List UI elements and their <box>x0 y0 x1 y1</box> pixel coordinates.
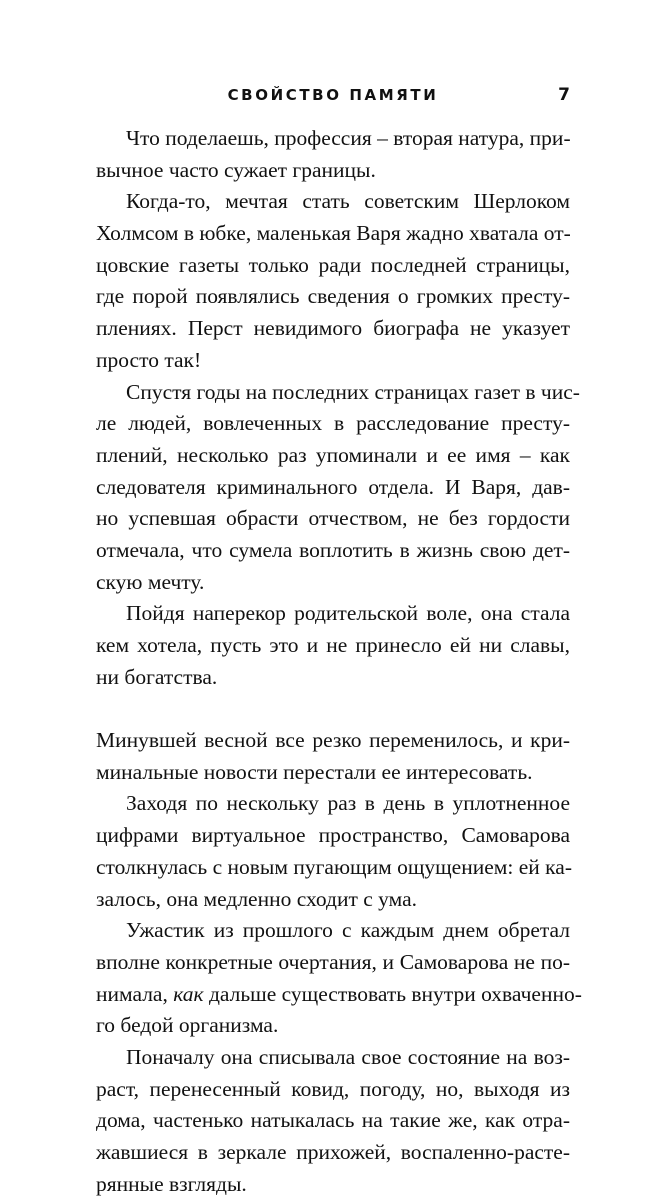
running-title: СВОЙСТВО ПАМЯТИ <box>227 86 439 104</box>
text-line: Заходя по нескольку раз в день в уплотненное <box>126 791 570 816</box>
text-run: нимала, <box>96 981 174 1006</box>
text-line: Поначалу она списывала свое состояние на воз- <box>126 1044 570 1069</box>
text-line: го бедой организма. <box>96 1013 279 1038</box>
italic-word: как <box>173 981 204 1006</box>
text-line: но успевшая обрасти отчеством, не без гордости <box>96 506 570 531</box>
paragraph <box>96 1042 570 1200</box>
text-line: Спустя годы на последних страницах газет в чис- <box>126 379 580 404</box>
running-header <box>96 84 570 108</box>
text-line: цифрами виртуальное пространство, Самоварова <box>96 823 570 848</box>
paragraph <box>96 123 570 186</box>
text-line: где порой появлялись сведения о громких престу- <box>96 284 570 309</box>
text-line: Холмсом в юбке, маленькая Варя жадно хватала от- <box>96 221 571 246</box>
text-line: отмечала, что сумела воплотить в жизнь свою дет- <box>96 537 570 562</box>
text-line: Что поделаешь, профессия – вторая натура, при- <box>126 126 571 150</box>
text-line: залось, она медленно сходит с ума. <box>96 886 418 911</box>
text-line: плениях. Перст невидимого биографа не указует <box>96 316 570 341</box>
text-line: раст, перенесенный ковид, погоду, но, выходя из <box>96 1076 570 1101</box>
text-line: скую мечту. <box>96 569 205 594</box>
text-line: Минувшей весной все резко переменилось, и кри- <box>96 728 570 753</box>
text-line: ле людей, вовлеченных в расследование престу- <box>96 411 570 436</box>
paragraph <box>96 788 570 915</box>
text-line: вычное часто сужает границы. <box>96 157 376 182</box>
text-line: вполне конкретные очертания, и Самоварова не по- <box>96 949 570 974</box>
text-run: дальше существовать внутри охваченно- <box>203 981 582 1006</box>
text-line: просто так! <box>96 347 202 372</box>
paragraph <box>96 186 570 376</box>
text-line: дома, частенько натыкалась на такие же, как отра- <box>96 1108 570 1133</box>
paragraph <box>96 377 580 599</box>
page-number: 7 <box>558 85 570 105</box>
text-line: Пойдя наперекор родительской воле, она стала <box>126 601 570 626</box>
text-line: Когда-то, мечтая стать советским Шерлоком <box>126 189 570 214</box>
paragraph <box>96 598 570 693</box>
text-line: минальные новости перестали ее интересовать. <box>96 759 533 784</box>
text-line: цовские газеты только ради последней страницы, <box>96 252 570 277</box>
paragraph <box>96 915 582 1042</box>
text-line <box>96 979 582 1011</box>
body-text <box>96 123 582 1200</box>
section-break <box>96 693 570 725</box>
text-line: плений, несколько раз упоминали и ее имя – как <box>96 442 570 467</box>
text-line: Ужастик из прошлого с каждым днем обретал <box>126 918 570 943</box>
text-line: столкнулась с новым пугающим ощущением: ей ка- <box>96 854 572 879</box>
text-line: кем хотела, пусть это и не принесло ей ни славы, <box>96 633 570 657</box>
text-line: жавшиеся в зеркале прихожей, воспаленно-растe- <box>96 1140 570 1164</box>
text-line: следователя криминального отдела. И Варя, дав- <box>96 474 570 499</box>
text-line: ни богатства. <box>96 664 218 689</box>
text-line: рянные взгляды. <box>96 1171 247 1196</box>
paragraph <box>96 725 570 788</box>
